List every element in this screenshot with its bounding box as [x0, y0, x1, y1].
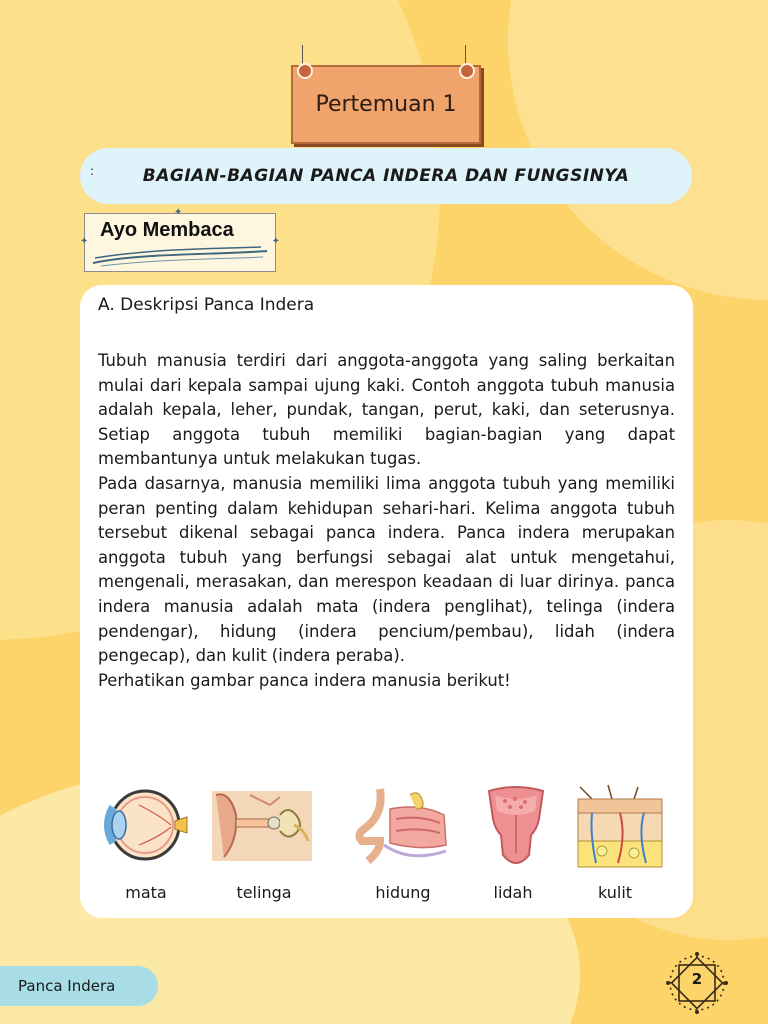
- sparkle-icon: ✦: [174, 207, 183, 218]
- organ-label: hidung: [375, 883, 431, 902]
- topic-title: BAGIAN-BAGIAN PANCA INDERA DAN FUNGSINYA: [142, 166, 630, 186]
- organ-label: mata: [125, 883, 167, 902]
- ear-anatomy-icon: [210, 785, 314, 865]
- lesson-sign: [291, 65, 481, 144]
- lesson-title: Pertemuan 1: [315, 92, 457, 117]
- organ-item: [560, 785, 680, 873]
- tongue-icon: [481, 785, 551, 869]
- organ-label: kulit: [597, 883, 633, 902]
- organ-label: lidah: [493, 883, 533, 902]
- nose-anatomy-icon: [350, 785, 450, 865]
- sparkle-icon: ✦: [271, 236, 280, 247]
- organ-item: [84, 785, 204, 865]
- paragraph: Tubuh manusia terdiri dari anggota-anggota yang saling berkaitan mulai dari kepala sampai ujung kaki. Contoh anggota tubuh manusia adalah kepala, leher, pundak, tangan, perut, kaki, dan seterusnya. Setiap anggota tubuh memiliki bagian-bagian yang dapat membantunya untuk melakukan tugas.: [98, 351, 675, 469]
- page-number: 2: [691, 970, 703, 988]
- organ-item: [456, 785, 576, 869]
- banner-marker: :: [90, 164, 95, 178]
- reading-card: [80, 285, 693, 918]
- sense-organs-gallery: [80, 785, 693, 915]
- page-badge: [666, 952, 728, 1014]
- pin-icon: [459, 63, 475, 79]
- section-label-box: [80, 207, 280, 272]
- paragraph: Perhatikan gambar panca indera manusia berikut!: [98, 670, 511, 690]
- swoosh-decoration-icon: [91, 245, 269, 267]
- sparkle-icon: ✦: [80, 236, 89, 247]
- section-label: Ayo Membaca: [100, 219, 234, 241]
- eye-anatomy-icon: [99, 785, 189, 865]
- skin-layers-icon: [572, 785, 668, 873]
- topic-banner: [80, 148, 692, 204]
- footer-tag: Panca Indera: [0, 966, 158, 1006]
- organ-label: telinga: [236, 883, 292, 902]
- pin-icon: [297, 63, 313, 79]
- reading-text: [98, 349, 675, 693]
- organ-item: [202, 785, 322, 865]
- paragraph: Pada dasarnya, manusia memiliki lima anggota tubuh yang memiliki peran penting dalam kehidupan sehari-hari. Kelima anggota tubuh tersebut dikenal sebagai panca indera. Panca indera merupakan anggota tubuh yang berfungsi sebagai alat untuk mengetahui, mengenali, merasakan, dan merespon keadaan di luar dirinya. panca indera manusia adalah mata (indera penglihat), telinga (indera pendengar), hidung (indera pencium/pembau), lidah (indera pengecap), dan kulit (indera peraba).: [98, 473, 675, 666]
- card-heading: A. Deskripsi Panca Indera: [98, 295, 315, 315]
- organ-item: [340, 785, 460, 865]
